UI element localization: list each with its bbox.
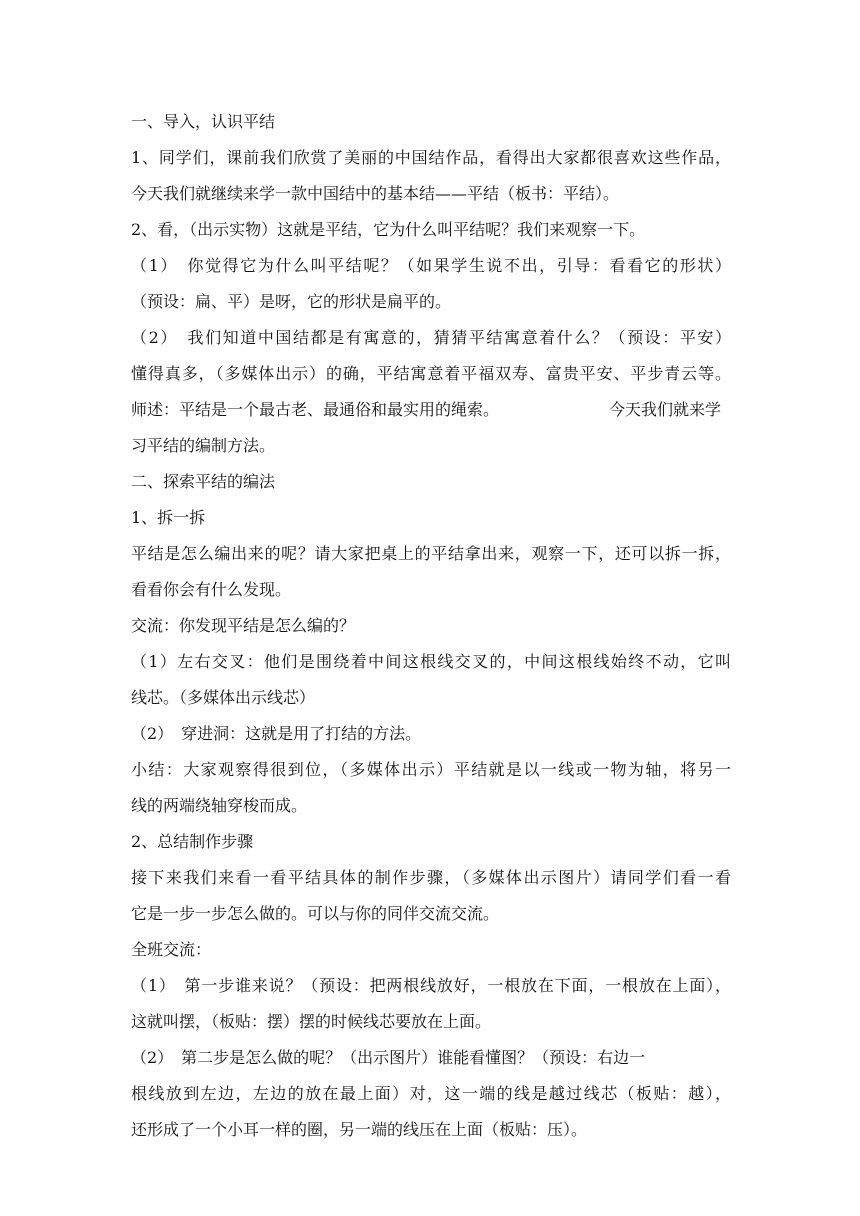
paragraph-line: 线芯。（多媒体出示线芯）	[131, 688, 316, 707]
paragraph-line: 全班交流：	[131, 940, 212, 959]
section-heading-intro: 一、导入，认识平结	[131, 112, 276, 131]
paragraph-line: （1） 你觉得它为什么叫平结呢？（如果学生说不出，引导：看看它的形状）	[131, 256, 731, 275]
paragraph-line: 接下来我们来看一看平结具体的制作步骤，（多媒体出示图片）请同学们看一看	[131, 868, 731, 887]
paragraph-line: 交流：你发现平结是怎么编的？	[131, 616, 356, 635]
paragraph-line: 平结是怎么编出来的呢？请大家把桌上的平结拿出来，观察一下，还可以拆一拆，	[131, 544, 731, 563]
paragraph-line: 习平结的编制方法。	[131, 436, 276, 455]
paragraph-line: 线的两端绕轴穿梭而成。	[131, 796, 308, 815]
paragraph-line-tail: 今天我们就来学	[609, 400, 722, 419]
paragraph-line: 师述：平结是一个最古老、最通俗和最实用的绳索。	[131, 400, 500, 419]
paragraph-line: （2） 穿进洞：这就是用了打结的方法。	[131, 724, 422, 743]
paragraph-line: （2） 第二步是怎么做的呢？（出示图片）谁能看懂图？（预设：右边一	[131, 1048, 646, 1067]
paragraph-line: （1）左右交叉：他们是围绕着中间这根线交叉的，中间这根线始终不动，它叫	[131, 652, 731, 671]
subsection-heading: 2、总结制作步骤	[131, 832, 254, 851]
paragraph-line: 看看你会有什么发现。	[131, 580, 292, 599]
paragraph-line: 小结：大家观察得很到位，（多媒体出示）平结就是以一线或一物为轴，将另一	[131, 760, 731, 779]
paragraph-line: 它是一步一步怎么做的。可以与你的同伴交流交流。	[131, 904, 500, 923]
paragraph-line: 1、同学们，课前我们欣赏了美丽的中国结作品，看得出大家都很喜欢这些作品，	[131, 148, 731, 167]
paragraph-line: 还形成了一个小耳一样的圈，另一端的线压在上面（板贴：压）。	[131, 1120, 588, 1139]
paragraph-line: 今天我们就继续来学一款中国结中的基本结——平结（板书：平结）。	[131, 184, 620, 203]
paragraph-line: 根线放到左边，左边的放在最上面）对，这一端的线是越过线芯（板贴：越），	[131, 1084, 731, 1103]
paragraph-line: （1） 第一步谁来说？（预设：把两根线放好，一根放在下面，一根放在上面），	[131, 976, 731, 995]
paragraph-line: 懂得真多，（多媒体出示）的确，平结寓意着平福双寿、富贵平安、平步青云等。	[131, 364, 731, 383]
paragraph-line: 2、看，（出示实物）这就是平结，它为什么叫平结呢？我们来观察一下。	[131, 220, 646, 239]
subsection-heading: 1、拆一拆	[131, 508, 206, 527]
paragraph-line: （2） 我们知道中国结都是有寓意的，猜猜平结寓意着什么？（预设：平安）	[131, 328, 731, 347]
paragraph-line: （预设：扁、平）是呀，它的形状是扁平的。	[131, 292, 452, 311]
paragraph-line: 这就叫摆，（板贴：摆）摆的时候线芯要放在上面。	[131, 1012, 492, 1031]
section-heading-explore: 二、探索平结的编法	[131, 472, 276, 491]
